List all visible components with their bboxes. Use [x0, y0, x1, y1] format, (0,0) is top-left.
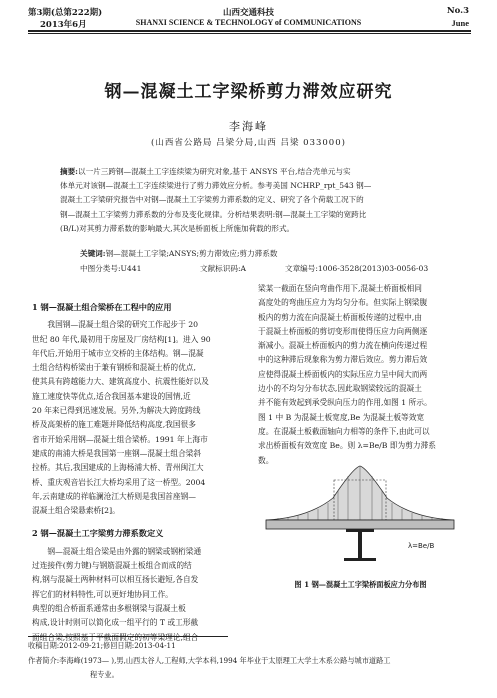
- text-line: 高度处的弯曲压应力为均匀分布。但实际上钢梁腹: [258, 298, 428, 308]
- text-line: 拉桥。其后,我国建成的上海杨浦大桥、青州闽江大: [32, 463, 204, 473]
- author-bio: 作者简介:李海峰(1973— ),男,山西太谷人,工程师,大学本科,1994 年毕业于太原理工大学土木系公路与城市道路工: [28, 656, 391, 665]
- shear-lag-formula: λ=Be/B: [408, 542, 435, 550]
- text-line: 使其具有跨越能力大、建筑高度小、抗震性能好以及: [32, 377, 209, 387]
- text-line: 于混凝土桥面板的剪切变形而使得压应力向两侧逐: [258, 326, 428, 336]
- paragraph: [258, 282, 458, 468]
- left-column: [32, 300, 232, 645]
- article-number: 文章编号:1006-3528(2013)03-0056-03: [285, 264, 429, 273]
- issue-number: 第3期(总第222期): [28, 8, 103, 18]
- text-line: 20 年来已得到迅速发展。另外,为解决大跨度跨线: [32, 406, 201, 416]
- figure-1: [258, 458, 463, 570]
- abstract-line: 钢—混凝土工字梁剪力滞系数的分布及变化规律。分析结果表明:钢—混凝土工字梁的宽跨比: [60, 209, 367, 219]
- abstract-line: 摘要:以一片三跨钢—混凝土工字连续梁为研究对象,基于 ANSYS 平台,结合壳单元与实: [60, 167, 351, 176]
- paragraph: [32, 318, 232, 518]
- stress-hatching: [278, 467, 442, 520]
- author-name: 李海峰: [229, 120, 268, 133]
- text-line: 桥、重庆观音岩长江大桥均采用了这一桥型。2004: [32, 477, 206, 487]
- text-line: 应使得混凝土桥面板内的实际压应力呈中间大而两: [258, 369, 428, 379]
- author-affiliation: (山西省公路局 吕梁分局,山西 吕梁 033000): [151, 138, 346, 148]
- text-line: 钢—混凝土组合梁是由外露的钢梁或钢桁梁通: [47, 546, 202, 556]
- issue-date: 2013年6月: [40, 20, 87, 30]
- keywords: 关键词:钢—混凝土工字梁;ANSYS;剪力滞效应;剪力滞系数: [80, 249, 278, 258]
- header-rule-thin: [28, 33, 471, 34]
- section-heading: 1 钢—混凝土组合梁桥在工程中的应用: [32, 302, 172, 312]
- clc-number: 中图分类号:U441: [80, 264, 142, 273]
- text-line: 数。: [258, 455, 274, 465]
- abstract-label: 摘要:: [60, 167, 78, 176]
- header-rule: [28, 30, 471, 32]
- girder-bottom-flange: [344, 558, 376, 561]
- section-heading: 2 钢—混凝土工字梁剪力滞系数定义: [32, 528, 164, 539]
- paragraph: [32, 545, 232, 645]
- article-title: 钢—混凝土工字梁桥剪力滞效应研究: [104, 82, 393, 102]
- document-code: 文献标识码:A: [200, 264, 247, 273]
- issue-no-en: No.3: [446, 6, 469, 16]
- text-line: 土组合结构桥梁由于兼有钢桥和混凝土桥的优点,: [32, 363, 196, 373]
- text-line: 我国钢—混凝土组合梁的研究工作起步于 20: [47, 320, 198, 330]
- girder-web: [358, 532, 362, 558]
- text-line: 度。在混凝土板截面轴向力相等的条件下,由此可以: [258, 426, 430, 436]
- text-line: 桥及高架桥的施工难题并降低结构高度,我国很多: [32, 420, 196, 430]
- text-line: 典型的组合桥面系通常由多根钢梁与混凝土板: [32, 603, 186, 613]
- text-line: 中的这种滞后现象称为剪力滞后效应。剪力滞后效: [258, 355, 428, 365]
- text-line: 施工速度快等优点,适合我国基本建设的国情,近: [32, 391, 191, 401]
- text-line: 渐减小。混凝土桥面板内的剪力流在横向传递过程: [258, 341, 428, 351]
- author-bio-cont: 程专业。: [90, 670, 119, 679]
- text-line: 梁某一截面在竖向弯曲作用下,混凝土桥面板相同: [258, 284, 422, 293]
- text-line: 省市开始采用钢—混凝土组合梁桥。1991 年上海市: [32, 434, 208, 444]
- abstract-line: (B/L)对其剪力滞系数的影响最大,其次是桥面板上所施加荷载的形式。: [60, 223, 295, 233]
- text-line: 构成,设计时则可以简化成一组平行的 T 或工形截: [32, 618, 199, 628]
- received-date: 收稿日期:2012-09-21;修回日期:2013-04-11: [28, 641, 176, 650]
- text-line: 求出桥面板有效宽度 Be。则 λ=Be/B 即为剪力滞系: [258, 441, 436, 451]
- text-line: 世纪 80 年代,最初用于房屋及厂房结构[1]。进入 90: [32, 334, 211, 344]
- text-line: 过连接件(剪力键)与钢筋混凝土板组合而成的结: [32, 561, 192, 571]
- figure-caption: 图 1 钢—混凝土工字梁桥面板应力分布图: [294, 580, 427, 589]
- stress-distribution-diagram: [258, 458, 463, 570]
- abstract-line: 体单元对该钢—混凝土工字连续梁进行了剪力滞效应分析。参考美国 NCHRP_rpt_543 钢—: [60, 181, 372, 191]
- text-line: 建成的南浦大桥是我国第一座钢—混凝土组合梁斜: [32, 448, 202, 458]
- text-line: 图 1 中 B 为混凝土板宽度,Be 为混凝土板等效宽: [258, 412, 425, 422]
- month-en: June: [451, 18, 469, 28]
- footnote-rule: [28, 636, 228, 637]
- abstract: [60, 165, 443, 236]
- text-line: 并不能有效起到承受纵向压力的作用,如图 1 所示。: [258, 398, 432, 408]
- journal-name-en: SHANXI SCIENCE & TECHNOLOGY of COMMUNICATIONS: [135, 18, 362, 27]
- abstract-line: 混凝土工字梁研究报告中对钢—混凝土工字梁剪力滞系数的定义、研究了各个荷载工况下的: [60, 195, 364, 205]
- text-line: 年代后,开始用于城市立交桥的主体结构。钢—混凝: [32, 348, 204, 358]
- text-line: 构,钢与混凝土两种材料可以相互扬长避短,各自发: [32, 575, 199, 585]
- text-line: 混凝土组合梁悬索桥[2]。: [32, 506, 120, 516]
- journal-name-cn: 山西交通科技: [222, 8, 274, 18]
- text-line: 板内的剪力流在向混凝土桥面板传递的过程中,由: [258, 312, 422, 322]
- right-column: [258, 282, 458, 468]
- concrete-slab: [266, 520, 454, 529]
- text-line: 年,云南建成的祥临澜沧江大桥则是我国首座钢—: [32, 491, 196, 501]
- girder-top-flange: [346, 529, 374, 532]
- text-line: 面组合梁,按照基于平截面假定的初等梁理论,组合: [32, 632, 199, 642]
- text-line: 边小的不均匀分布状态,因此取钢梁较远的混凝土: [258, 384, 422, 394]
- text-line: 挥它们的材料特性,可以更好地协同工作。: [32, 589, 173, 599]
